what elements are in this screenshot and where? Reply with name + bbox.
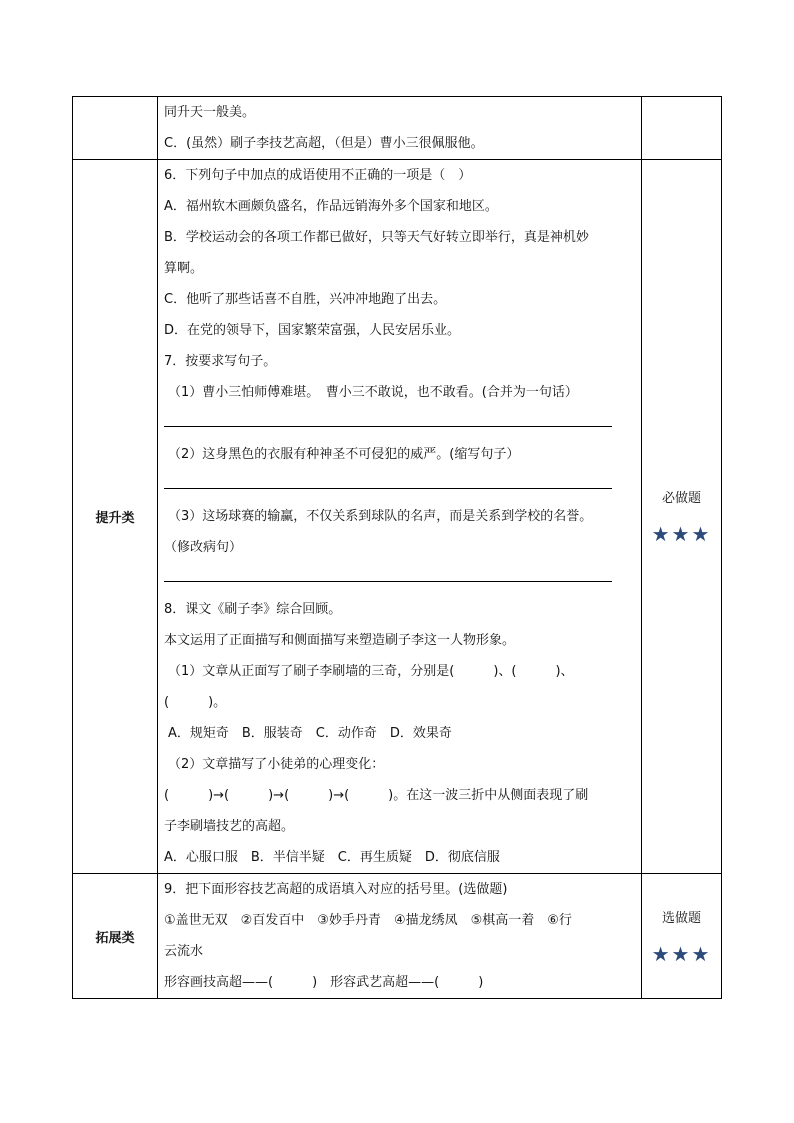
question-cell — [158, 160, 642, 874]
option-b-cont: 算啊。 — [164, 261, 204, 276]
table-row — [73, 874, 722, 999]
table-row — [73, 160, 722, 874]
option-c: C．(虽然）刷子李技艺高超，（但是）曹小三很佩服他。 — [164, 136, 484, 151]
category-label: 提升类 — [73, 160, 158, 874]
worksheet-table — [72, 96, 722, 999]
question-line: 同升天一般美。 — [164, 105, 256, 120]
question-7: 7．按要求写句子。 — [164, 354, 277, 369]
category-label: 拓展类 — [73, 874, 158, 999]
question-8-1: （1）文章从正面写了刷子李刷墙的三奇，分别是( )、( )、 — [168, 664, 574, 679]
question-9: 9．把下面形容技艺高超的成语填入对应的括号里。(选做题) — [164, 882, 508, 897]
question-cell — [158, 874, 642, 999]
question-8-2-blanks: ( )→( )→( )→( )。在这一波三折中从侧面表现了刷 — [164, 788, 589, 803]
answer-line[interactable] — [164, 408, 635, 439]
idiom-list-cont: 云流水 — [164, 944, 204, 959]
requirement-cell-empty — [642, 97, 722, 160]
question-cell — [158, 97, 642, 160]
category-cell-empty — [73, 97, 158, 160]
star-rating-icon: ★★★ — [651, 522, 712, 546]
question-9-blanks: 形容画技高超——( ) 形容武艺高超——( ) — [164, 975, 484, 990]
star-rating-icon: ★★★ — [651, 941, 712, 966]
question-7-1: （1）曹小三怕师傅难堪。 曹小三不敢说，也不敢看。(合并为一句话） — [168, 385, 578, 400]
requirement-cell — [642, 874, 722, 999]
answer-line[interactable] — [164, 470, 635, 501]
question-8: 8．课文《刷子李》综合回顾。 — [164, 602, 342, 617]
option-c: C．他听了那些话喜不自胜，兴冲冲地跑了出去。 — [164, 292, 447, 307]
question-7-3: （3）这场球赛的输赢，不仅关系到球队的名声，而是关系到学校的名誉。 — [168, 509, 593, 524]
option-b: B．学校运动会的各项工作都已做好，只等天气好转立即举行，真是神机妙 — [164, 230, 589, 245]
question-8-1-options: A．规矩奇 B．服装奇 C．动作奇 D．效果奇 — [168, 726, 452, 741]
question-8-intro: 本文运用了正面描写和侧面描写来塑造刷子李这一人物形象。 — [164, 633, 516, 648]
table-row — [73, 97, 722, 160]
question-8-2-cont: 子李刷墙技艺的高超。 — [164, 819, 295, 834]
requirement-label: 选做题 — [661, 910, 701, 926]
answer-line[interactable] — [164, 563, 635, 594]
question-7-3-cont: （修改病句） — [164, 540, 243, 555]
question-8-2: （2）文章描写了小徒弟的心理变化： — [168, 757, 385, 772]
requirement-cell — [642, 160, 722, 874]
question-7-2: （2）这身黑色的衣服有种神圣不可侵犯的威严。(缩写句子） — [168, 447, 520, 462]
option-a: A．福州软木画颇负盛名，作品远销海外多个国家和地区。 — [164, 199, 498, 214]
question-6: 6．下列句子中加点的成语使用不正确的一项是（ ） — [164, 168, 472, 183]
question-8-1-cont: ( )。 — [164, 695, 227, 710]
question-8-2-options: A．心服口服 B．半信半疑 C．再生质疑 D．彻底信服 — [164, 850, 500, 865]
idiom-list: ①盖世无双 ②百发百中 ③妙手丹青 ④描龙绣凤 ⑤棋高一着 ⑥行 — [164, 913, 572, 928]
requirement-label: 必做题 — [661, 491, 701, 506]
option-d: D．在党的领导下，国家繁荣富强，人民安居乐业。 — [164, 323, 461, 338]
